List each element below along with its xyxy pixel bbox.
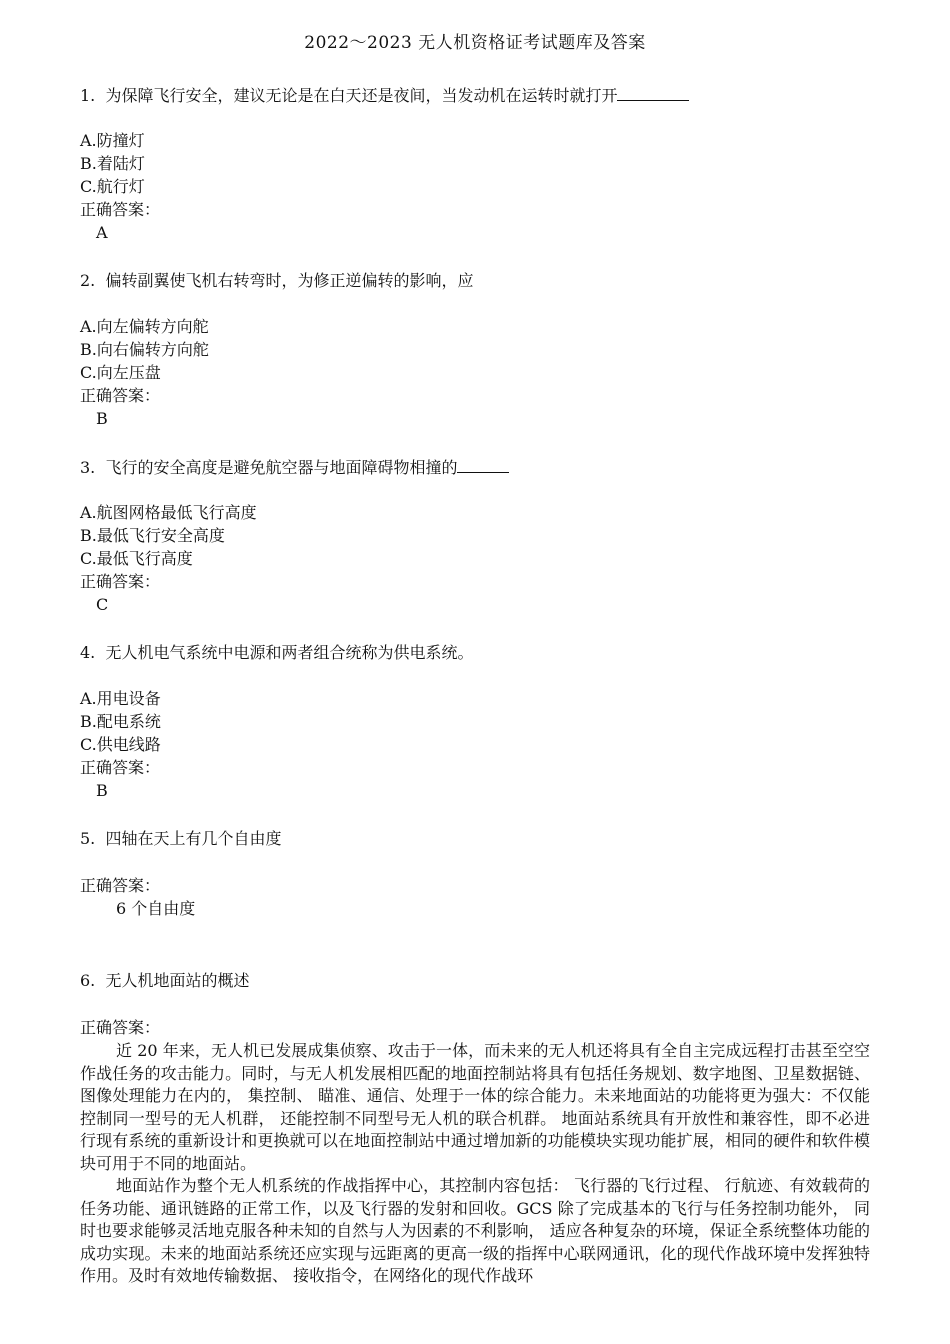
- answer-paragraph-2: 地面站作为整个无人机系统的作战指挥中心，其控制内容包括： 飞行器的飞行过程、 行航迹、有效载荷的任务功能、通讯链路的正常工作，以及飞行器的发射和回收。GCS 除了完成基本的飞行与任务控制功能外， 同时也要求能够灵活地克服各种未知的自然与人为因素的不利影响， 适应各种复杂的环境，保证全系统整体功能的成功实现。未来的地面站系统还应实现与远距离的更高一级的指挥中心联网通讯，化的现代作战环境中发挥独特作用。及时有效地传输数据、 接收指令，在网络化的现代作战环: [80, 1176, 870, 1285]
- answer-label: 正确答案：: [80, 876, 161, 895]
- option-c: C.供电线路: [80, 735, 161, 754]
- question-text: 飞行的安全高度是避免航空器与地面障碍物相撞的: [105, 458, 458, 477]
- answer-label: 正确答案：: [80, 572, 161, 591]
- answer-label: 正确答案：: [80, 1018, 161, 1037]
- option-c: C.航行灯: [80, 177, 145, 196]
- option-b: B.配电系统: [80, 712, 161, 731]
- option-b: B.最低飞行安全高度: [80, 526, 225, 545]
- option-a: A.航图网格最低飞行高度: [80, 503, 257, 522]
- option-a: A.用电设备: [80, 689, 161, 708]
- answer-label: 正确答案：: [80, 386, 161, 405]
- answer-value: 6 个自由度: [116, 899, 196, 918]
- question-number: 6.: [80, 971, 96, 990]
- question-number: 1.: [80, 86, 96, 105]
- question-number: 2.: [80, 271, 96, 290]
- option-b: B.向右偏转方向舵: [80, 340, 209, 359]
- answer-blank: [617, 84, 689, 101]
- question-5: [80, 828, 281, 850]
- answer-value: B: [96, 781, 108, 800]
- question-6: [80, 970, 249, 992]
- question-text: 为保障飞行安全，建议无论是在白天还是夜间，当发动机在运转时就打开: [105, 86, 618, 105]
- answer-value: C: [96, 595, 109, 614]
- question-number: 3.: [80, 458, 96, 477]
- question-number: 4.: [80, 643, 96, 662]
- answer-label: 正确答案：: [80, 758, 161, 777]
- question-number: 5.: [80, 829, 96, 848]
- question-3: [80, 456, 509, 479]
- option-a: A.防撞灯: [80, 131, 145, 150]
- question-1: [80, 84, 689, 107]
- answer-value: A: [96, 223, 108, 242]
- question-text: 偏转副翼使飞机右转弯时，为修正逆偏转的影响，应: [105, 271, 474, 290]
- question-text: 无人机地面站的概述: [105, 971, 250, 990]
- question-text: 四轴在天上有几个自由度: [105, 829, 282, 848]
- document-title: 2022～2023 无人机资格证考试题库及答案: [304, 33, 646, 53]
- answer-blank: [457, 456, 509, 473]
- option-a: A.向左偏转方向舵: [80, 317, 209, 336]
- answer-paragraph-1: 近 20 年来，无人机已发展成集侦察、攻击于一体，而未来的无人机还将具有全自主完成远程打击甚至空空作战任务的攻击能力。同时，与无人机发展相匹配的地面控制站将具有包括任务规划、数字地图、卫星数据链、图像处理能力在内的， 集控制、 瞄准、通信、处理于一体的综合能力。未来地面站的功能将更为强大：不仅能控制同一型号的无人机群， 还能控制不同型号无人机的联合机群。 地面站系统具有开放性和兼容性，即不必进行现有系统的重新设计和更换就可以在地面控制站中通过增加新的功能模块实现功能扩展，相同的硬件和软件模块可用于不同的地面站。: [80, 1041, 870, 1173]
- question-2: [80, 270, 473, 292]
- option-c: C.向左压盘: [80, 363, 161, 382]
- answer-label: 正确答案：: [80, 200, 161, 219]
- question-text: 无人机电气系统中电源和两者组合统称为供电系统。: [105, 643, 474, 662]
- answer-value: B: [96, 409, 108, 428]
- option-c: C.最低飞行高度: [80, 549, 193, 568]
- question-4: [80, 642, 473, 664]
- option-b: B.着陆灯: [80, 154, 145, 173]
